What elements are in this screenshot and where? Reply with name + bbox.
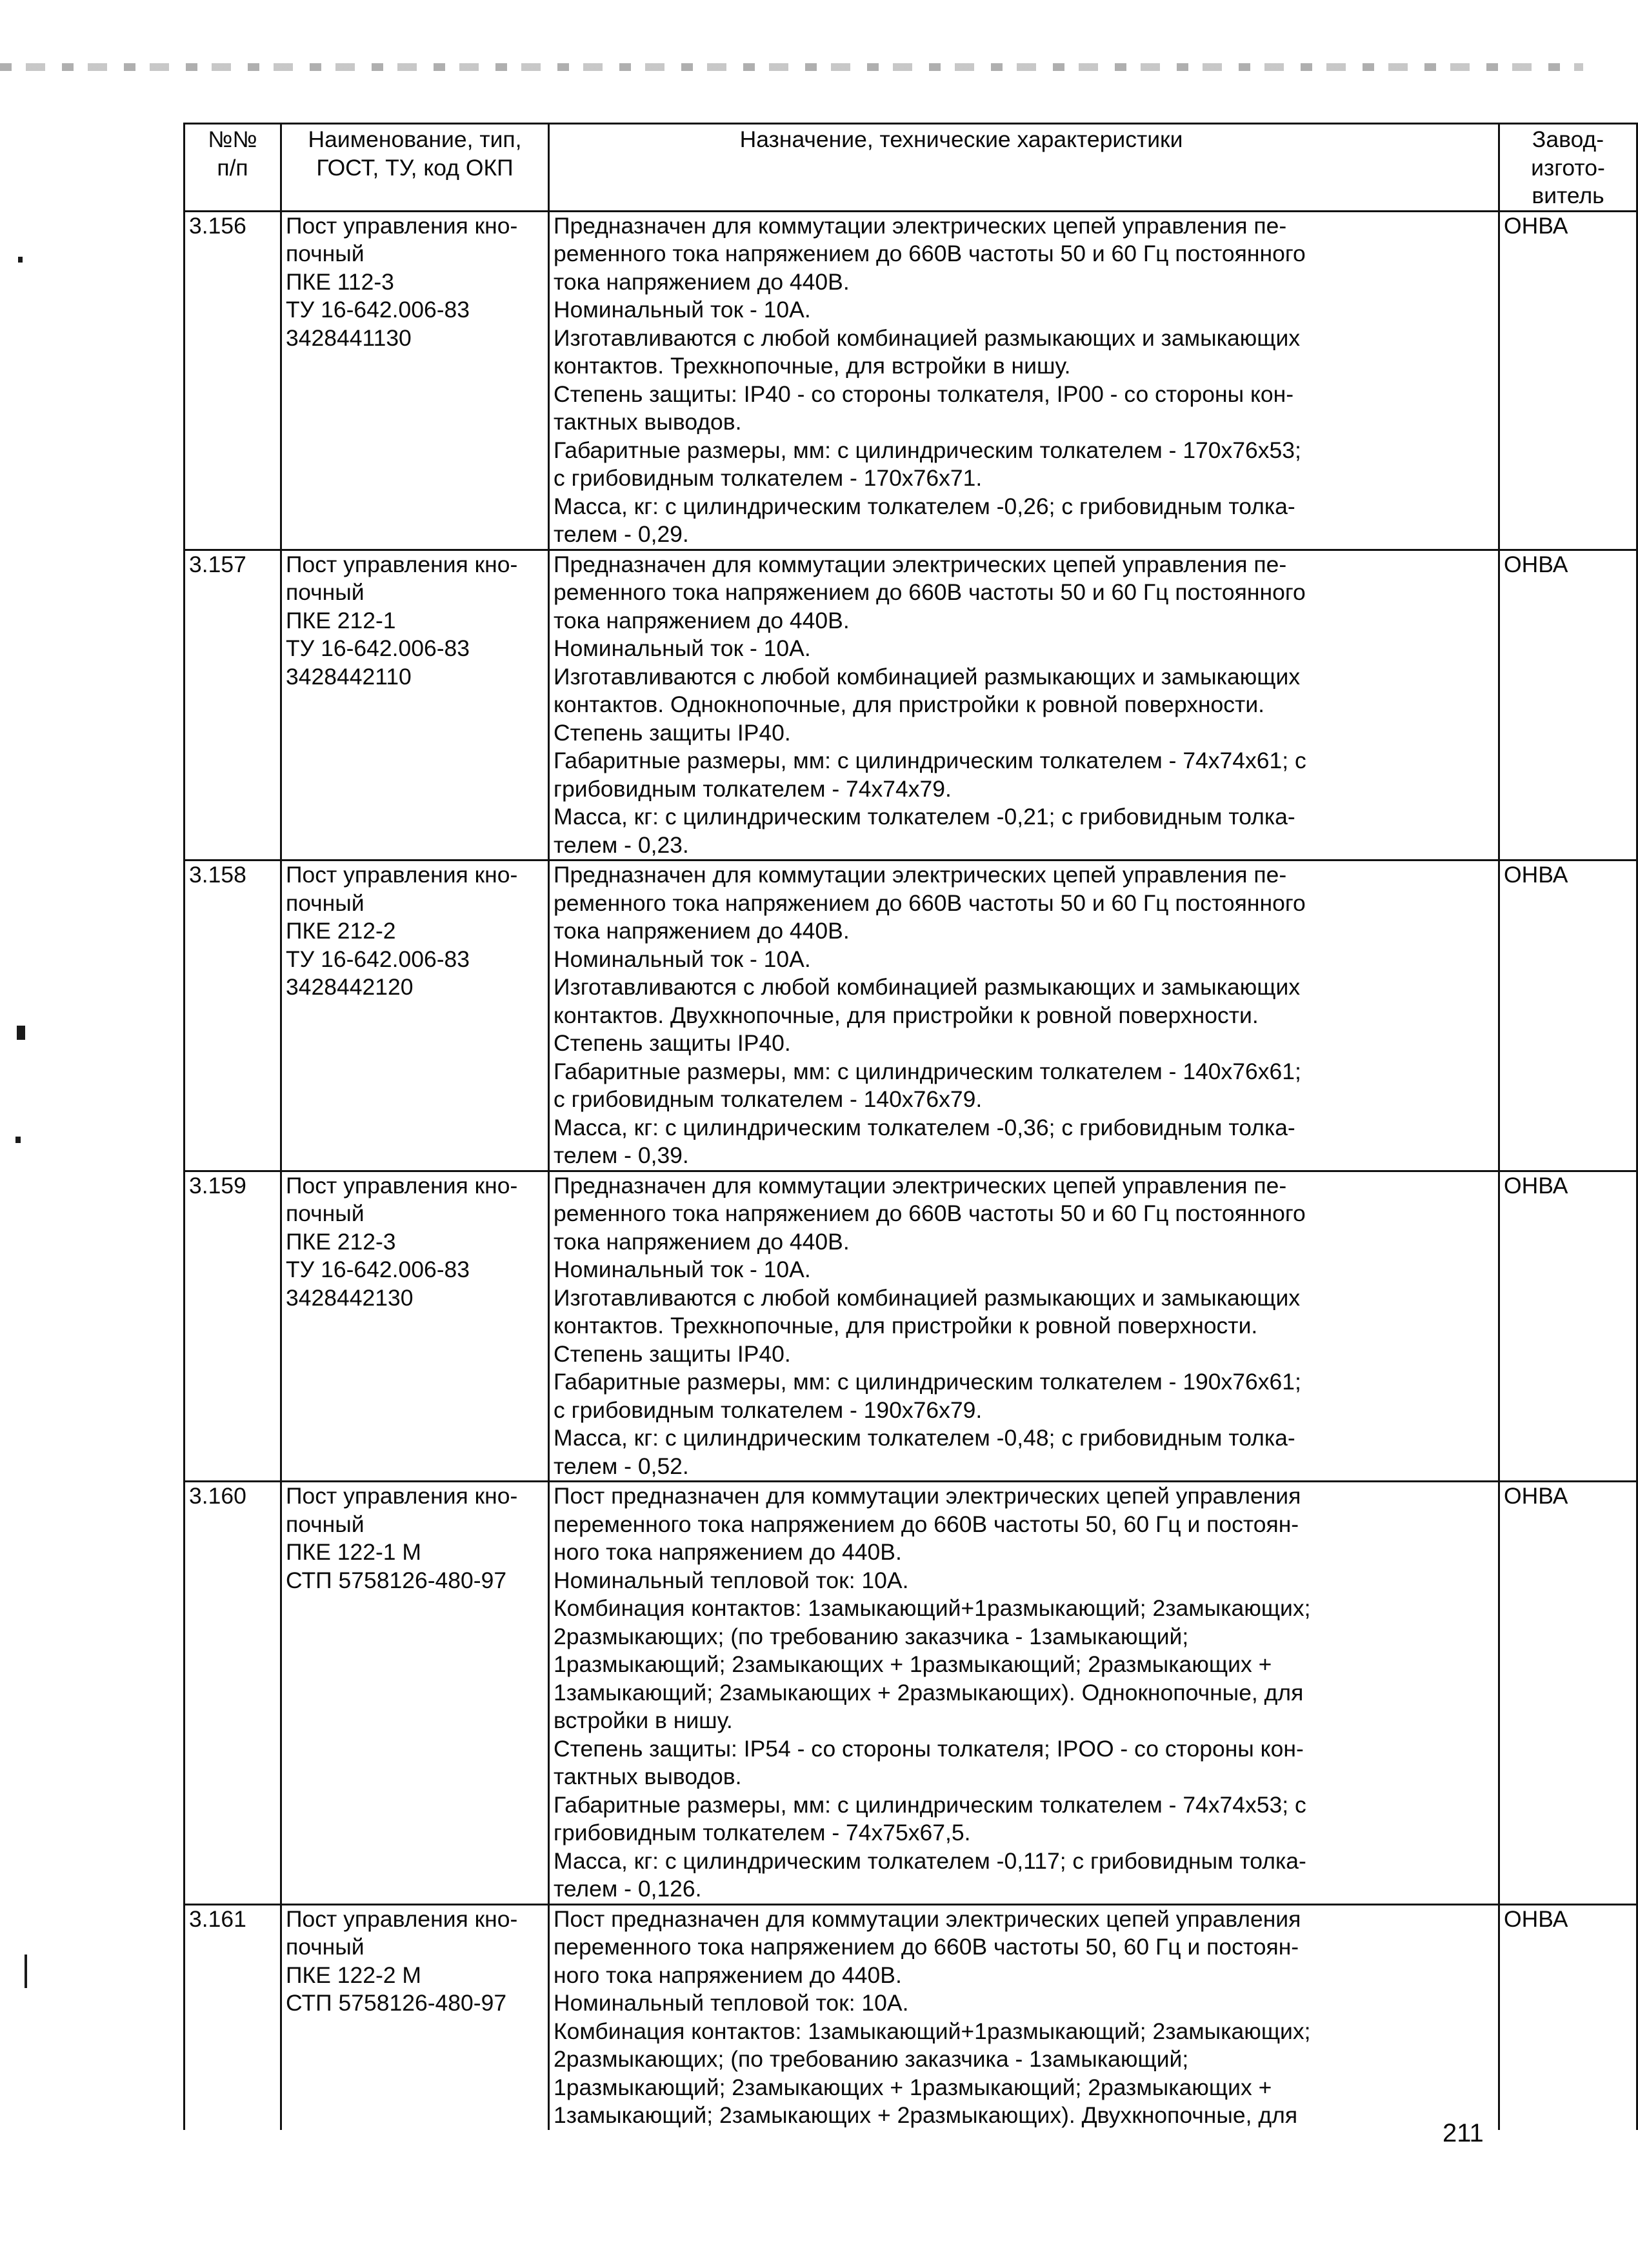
purpose-line: контактов. Двухкнопочные, для пристройки к ровной поверхности. — [554, 1002, 1259, 1028]
purpose-cell — [549, 1482, 1499, 1905]
purpose-line: Номинальный ток - 10А. — [554, 946, 811, 972]
purpose-line: Степень защиты: IP40 - со стороны толкателя, IP00 - со стороны кон- — [554, 381, 1294, 407]
purpose-line: 1замыкающий; 2замыкающих + 2размыкающих). Двухкнопочные, для — [554, 2102, 1298, 2128]
purpose-line: Габаритные размеры, мм: с цилиндрическим толкателем - 74x74x53; с — [554, 1791, 1306, 1818]
purpose-line: с грибовидным толкателем - 190x76x79. — [554, 1397, 983, 1423]
purpose-line: Габаритные размеры, мм: с цилиндрическим толкателем - 190x76x61; — [554, 1369, 1301, 1395]
product-name-line: Пост управления кно- — [286, 1172, 518, 1199]
product-name-line: ПКЕ 212-3 — [286, 1228, 396, 1255]
purpose-line: 1размыкающий; 2замыкающих + 1размыкающий; 2размыкающих + — [554, 1651, 1272, 1677]
purpose-line: Степень защиты: IP54 - со стороны толкателя; IPOO - со стороны кон- — [554, 1735, 1304, 1762]
purpose-line: встройки в нишу. — [554, 1707, 733, 1733]
row-number: 3.158 — [189, 862, 246, 888]
manufacturer-code: ОНВА — [1504, 862, 1568, 888]
purpose-line: Предназначен для коммутации электрических цепей управления пе- — [554, 1172, 1287, 1199]
table-row — [185, 860, 1637, 1171]
product-name-cell — [281, 1904, 549, 2130]
purpose-line: 1размыкающий; 2замыкающих + 1размыкающий; 2размыкающих + — [554, 2074, 1272, 2100]
manufacturer-code: ОНВА — [1504, 1172, 1568, 1199]
manufacturer-cell — [1499, 211, 1637, 550]
manufacturer-code: ОНВА — [1504, 212, 1568, 239]
purpose-line: с грибовидным толкателем - 140x76x79. — [554, 1086, 983, 1112]
table-row — [185, 550, 1637, 860]
table-row — [185, 1904, 1637, 2130]
purpose-cell — [549, 860, 1499, 1171]
product-name-line: СТП 5758126-480-97 — [286, 1567, 507, 1593]
purpose-line: Номинальный тепловой ток: 10А. — [554, 1990, 909, 2016]
manufacturer-cell — [1499, 1904, 1637, 2130]
product-name-line: ТУ 16-642.006-83 — [286, 297, 470, 323]
purpose-line: телем - 0,23. — [554, 831, 689, 858]
manufacturer-cell — [1499, 1171, 1637, 1482]
product-name-line: Пост управления кно- — [286, 1905, 518, 1932]
purpose-line: 1замыкающий; 2замыкающих + 2размыкающих). Однокнопочные, для — [554, 1679, 1304, 1706]
product-name-line: ТУ 16-642.006-83 — [286, 946, 470, 972]
row-number: 3.159 — [189, 1172, 246, 1199]
purpose-line: грибовидным толкателем - 74x74x79. — [554, 775, 952, 802]
purpose-line: Комбинация контактов: 1замыкающий+1размыкающий; 2замыкающих; — [554, 2018, 1311, 2044]
product-name-line: почный — [286, 1511, 365, 1537]
scan-artifact-mark — [25, 1955, 27, 1988]
purpose-line: Масса, кг: с цилиндрическим толкателем -0,26; с грибовидным толка- — [554, 493, 1295, 519]
scan-artifact-mark — [15, 1137, 21, 1143]
table-header-row — [185, 124, 1637, 212]
product-name-line: 3428441130 — [286, 324, 412, 351]
product-name-line: ТУ 16-642.006-83 — [286, 1257, 470, 1282]
purpose-line: ременного тока напряжением до 660В частоты 50 и 60 Гц постоянного — [554, 1200, 1306, 1226]
purpose-line: Масса, кг: с цилиндрическим толкателем -0,48; с грибовидным толка- — [554, 1425, 1295, 1451]
header-cell-purpose: Назначение, технические характеристики — [549, 124, 1499, 212]
scan-artifact-mark — [18, 257, 23, 263]
product-name-cell — [281, 1171, 549, 1482]
header-cell-name: Наименование, тип, ГОСТ, ТУ, код ОКП — [281, 124, 549, 212]
purpose-line: Пост предназначен для коммутации электрических цепей управления — [554, 1483, 1301, 1509]
product-name-line: Пост управления кно- — [286, 862, 518, 888]
row-number: 3.156 — [189, 212, 246, 239]
purpose-line: ременного тока напряжением до 660В частоты 50 и 60 Гц постоянного — [554, 241, 1306, 266]
purpose-line: Номинальный ток - 10А. — [554, 635, 811, 661]
purpose-cell — [549, 1171, 1499, 1482]
product-name-line: 3428442120 — [286, 974, 414, 1000]
purpose-line: Комбинация контактов: 1замыкающий+1размыкающий; 2замыкающих; — [554, 1595, 1311, 1621]
purpose-line: Номинальный тепловой ток: 10А. — [554, 1567, 909, 1593]
table-body — [185, 211, 1637, 2130]
product-name-line: почный — [286, 241, 365, 266]
product-name-line: почный — [286, 1934, 365, 1960]
product-name-line: ПКЕ 212-2 — [286, 918, 396, 944]
purpose-line: телем - 0,126. — [554, 1876, 702, 1902]
header-cell-manufacturer: Завод- изгото- витель — [1499, 124, 1637, 212]
purpose-line: Изготавливаются с любой комбинацией размыкающих и замыкающих — [554, 663, 1301, 690]
purpose-line: тока напряжением до 440В. — [554, 607, 850, 633]
product-name-line: Пост управления кно- — [286, 1483, 518, 1509]
purpose-line: телем - 0,29. — [554, 521, 689, 547]
product-name-line: ПКЕ 122-1 М — [286, 1539, 421, 1565]
product-name-line: ПКЕ 122-2 М — [286, 1962, 421, 1988]
manufacturer-cell — [1499, 860, 1637, 1171]
purpose-line: Номинальный ток - 10А. — [554, 1257, 811, 1282]
purpose-line: тактных выводов. — [554, 1764, 742, 1789]
product-name-line: ПКЕ 212-1 — [286, 607, 396, 633]
product-name-cell — [281, 1482, 549, 1905]
purpose-line: Изготавливаются с любой комбинацией размыкающих и замыкающих — [554, 324, 1301, 351]
purpose-line: переменного тока напряжением до 660В частоты 50, 60 Гц и постоян- — [554, 1934, 1299, 1960]
purpose-line: Масса, кг: с цилиндрическим толкателем -0,21; с грибовидным толка- — [554, 804, 1295, 830]
row-number-cell — [185, 860, 281, 1171]
purpose-line: Предназначен для коммутации электрических цепей управления пе- — [554, 862, 1287, 888]
purpose-line: Номинальный ток - 10А. — [554, 297, 811, 323]
purpose-line: Степень защиты IP40. — [554, 719, 791, 746]
product-name-line: 3428442110 — [286, 663, 412, 690]
product-name-cell — [281, 550, 549, 860]
product-name-line: почный — [286, 890, 365, 916]
purpose-line: контактов. Трехкнопочные, для пристройки к ровной поверхности. — [554, 1313, 1258, 1338]
product-name-line: СТП 5758126-480-97 — [286, 1990, 507, 2016]
manufacturer-code: ОНВА — [1504, 551, 1568, 577]
purpose-line: Габаритные размеры, мм: с цилиндрическим толкателем - 170x76x53; — [554, 437, 1301, 463]
row-number-cell — [185, 211, 281, 550]
row-number-cell — [185, 1482, 281, 1905]
purpose-line: Степень защиты IP40. — [554, 1030, 791, 1056]
product-name-line: ПКЕ 112-3 — [286, 268, 394, 295]
product-name-cell — [281, 860, 549, 1171]
purpose-line: Предназначен для коммутации электрических цепей управления пе- — [554, 551, 1287, 577]
row-number: 3.157 — [189, 551, 246, 577]
purpose-line: ременного тока напряжением до 660В частоты 50 и 60 Гц постоянного — [554, 579, 1306, 605]
manufacturer-code: ОНВА — [1504, 1483, 1568, 1509]
scan-artifact-top-edge — [0, 63, 1583, 71]
purpose-line: грибовидным толкателем - 74x75x67,5. — [554, 1820, 971, 1845]
purpose-cell — [549, 1904, 1499, 2130]
product-name-line: Пост управления кно- — [286, 212, 518, 239]
purpose-line: контактов. Трехкнопочные, для встройки в нишу. — [554, 353, 1071, 379]
scan-artifact-mark — [17, 1026, 25, 1040]
manufacturer-cell — [1499, 550, 1637, 860]
row-number-cell — [185, 550, 281, 860]
table-row — [185, 1482, 1637, 1905]
purpose-line: тока напряжением до 440В. — [554, 918, 850, 944]
product-name-line: почный — [286, 1200, 365, 1226]
purpose-line: ного тока напряжением до 440В. — [554, 1539, 902, 1565]
product-name-cell — [281, 211, 549, 550]
purpose-line: Изготавливаются с любой комбинацией размыкающих и замыкающих — [554, 974, 1301, 1000]
purpose-line: Предназначен для коммутации электрических цепей управления пе- — [554, 212, 1287, 239]
purpose-cell — [549, 211, 1499, 550]
row-number-cell — [185, 1904, 281, 2130]
product-name-line: 3428442130 — [286, 1284, 414, 1311]
purpose-line: тока напряжением до 440В. — [554, 268, 850, 295]
row-number: 3.160 — [189, 1483, 246, 1509]
product-name-line: Пост управления кно- — [286, 551, 518, 577]
purpose-line: Пост предназначен для коммутации электрических цепей управления — [554, 1905, 1301, 1932]
purpose-line: 2размыкающих; (по требованию заказчика - 1замыкающий; — [554, 1623, 1189, 1649]
purpose-line: Масса, кг: с цилиндрическим толкателем -0,36; с грибовидным толка- — [554, 1114, 1295, 1140]
table-row — [185, 211, 1637, 550]
purpose-line: Изготавливаются с любой комбинацией размыкающих и замыкающих — [554, 1284, 1301, 1311]
purpose-line: тактных выводов. — [554, 409, 742, 435]
purpose-line: телем - 0,52. — [554, 1453, 689, 1479]
product-name-line: почный — [286, 579, 365, 605]
purpose-line: Степень защиты IP40. — [554, 1340, 791, 1367]
purpose-line: переменного тока напряжением до 660В частоты 50, 60 Гц и постоян- — [554, 1511, 1299, 1537]
purpose-line: Габаритные размеры, мм: с цилиндрическим толкателем - 74x74x61; с — [554, 748, 1306, 773]
row-number: 3.161 — [189, 1905, 246, 1932]
purpose-line: Масса, кг: с цилиндрическим толкателем -0,117; с грибовидным толка- — [554, 1847, 1306, 1874]
manufacturer-cell — [1499, 1482, 1637, 1905]
header-cell-number: №№ п/п — [185, 124, 281, 212]
purpose-cell — [549, 550, 1499, 860]
purpose-line: телем - 0,39. — [554, 1142, 689, 1168]
row-number-cell — [185, 1171, 281, 1482]
purpose-line: ременного тока напряжением до 660В частоты 50 и 60 Гц постоянного — [554, 890, 1306, 916]
purpose-line: тока напряжением до 440В. — [554, 1228, 850, 1255]
purpose-line: с грибовидным толкателем - 170x76x71. — [554, 465, 983, 491]
spec-table — [183, 123, 1638, 2130]
manufacturer-code: ОНВА — [1504, 1905, 1568, 1932]
purpose-line: ного тока напряжением до 440В. — [554, 1962, 902, 1988]
page-number: 211 — [1443, 2119, 1484, 2147]
table-row — [185, 1171, 1637, 1482]
product-name-line: ТУ 16-642.006-83 — [286, 635, 470, 661]
purpose-line: Габаритные размеры, мм: с цилиндрическим толкателем - 140x76x61; — [554, 1058, 1301, 1084]
purpose-line: контактов. Однокнопочные, для пристройки к ровной поверхности. — [554, 691, 1265, 717]
purpose-line: 2размыкающих; (по требованию заказчика - 1замыкающий; — [554, 2046, 1189, 2072]
